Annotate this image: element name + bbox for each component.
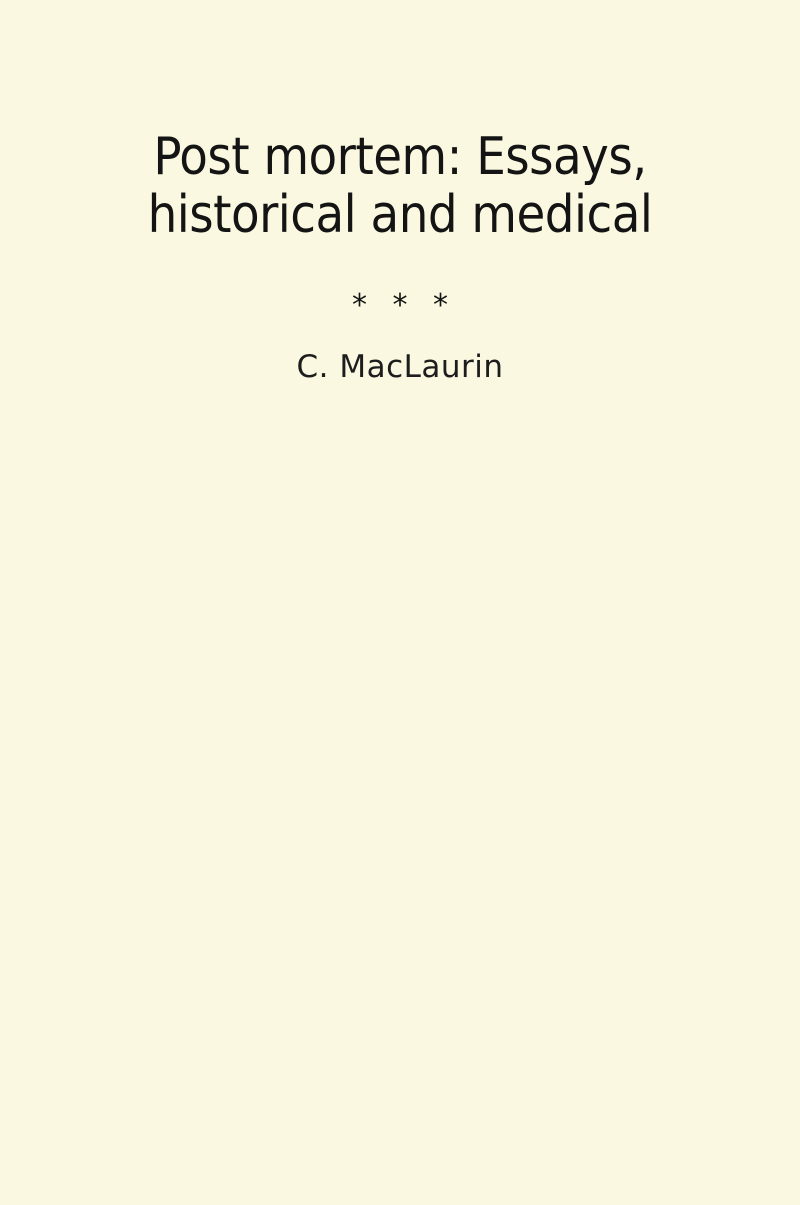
book-author: C. MacLaurin: [296, 349, 504, 386]
asterisk-separator: * * *: [351, 288, 457, 324]
book-title: Post mortem: Essays, historical and medical: [147, 127, 653, 246]
